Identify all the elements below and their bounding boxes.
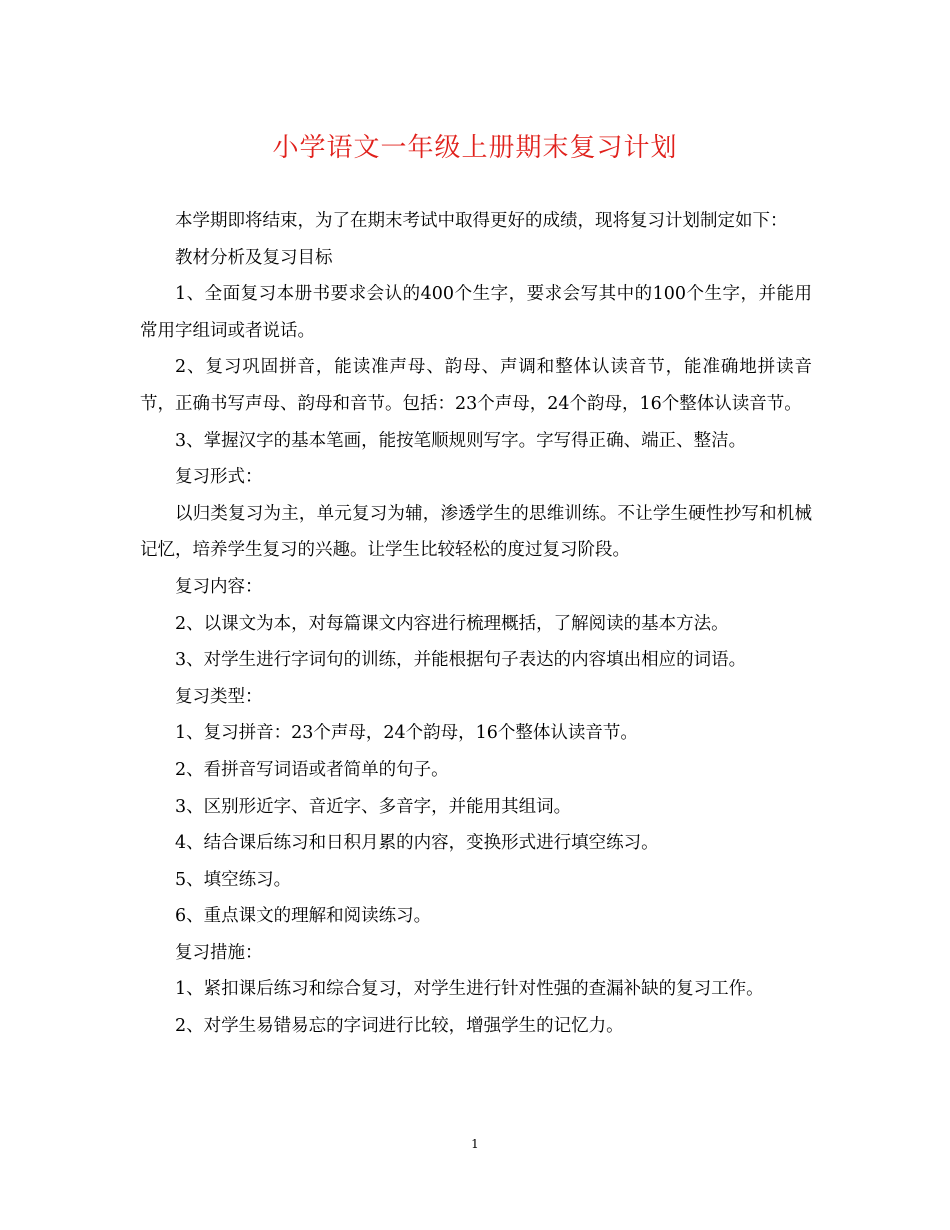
- section-heading-analysis: 教材分析及复习目标: [175, 247, 333, 268]
- type-item-6: 6、重点课文的理解和阅读练习。: [175, 906, 432, 927]
- type-item-2: 2、看拼音写词语或者简单的句子。: [175, 759, 449, 780]
- section-heading-content: 复习内容：: [175, 576, 263, 597]
- content-item-3: 3、对学生进行字词句的训练，并能根据句子表达的内容填出相应的词语。: [175, 650, 747, 671]
- type-item-3: 3、区别形近字、音近字、多音字，并能用其组词。: [175, 796, 572, 817]
- measure-item-1: 1、紧扣课后练习和综合复习，对学生进行针对性强的查漏补缺的复习工作。: [175, 979, 764, 1000]
- goal-item-1: 1、全面复习本册书要求会认的400个生字，要求会写其中的100个生字，并能用常用字组词或者说话。: [140, 284, 812, 341]
- document-title: 小学语文一年级上册期末复习计划: [272, 133, 678, 163]
- document-body: [140, 203, 812, 1045]
- type-item-5: 5、填空练习。: [175, 869, 292, 890]
- section-heading-form: 复习形式：: [175, 467, 263, 488]
- section-heading-types: 复习类型：: [175, 686, 263, 707]
- goal-item-3: 3、掌握汉字的基本笔画，能按笔顺规则写字。字写得正确、端正、整洁。: [175, 430, 747, 451]
- intro-paragraph: 本学期即将结束，为了在期末考试中取得更好的成绩，现将复习计划制定如下：: [175, 211, 788, 231]
- section-heading-measures: 复习措施：: [175, 942, 263, 963]
- type-item-4: 4、结合课后练习和日积月累的内容，变换形式进行填空练习。: [175, 833, 659, 854]
- form-paragraph: 以归类复习为主，单元复习为辅，渗透学生的思维训练。不让学生硬性抄写和机械记忆，培养学生复习的兴趣。让学生比较轻松的度过复习阶段。: [140, 503, 812, 561]
- measure-item-2: 2、对学生易错易忘的字词进行比较，增强学生的记忆力。: [175, 1016, 624, 1037]
- goal-item-2: 2、复习巩固拼音，能读准声母、韵母、声调和整体认读音节，能准确地拼读音节，正确书写声母、韵母和音节。包括：23个声母，24个韵母，16个整体认读音节。: [140, 357, 812, 414]
- type-item-1: 1、复习拼音：23个声母，24个韵母，16个整体认读音节。: [175, 723, 638, 744]
- page-number: 1: [471, 1137, 479, 1151]
- content-item-2: 2、以课文为本，对每篇课文内容进行梳理概括，了解阅读的基本方法。: [175, 613, 729, 634]
